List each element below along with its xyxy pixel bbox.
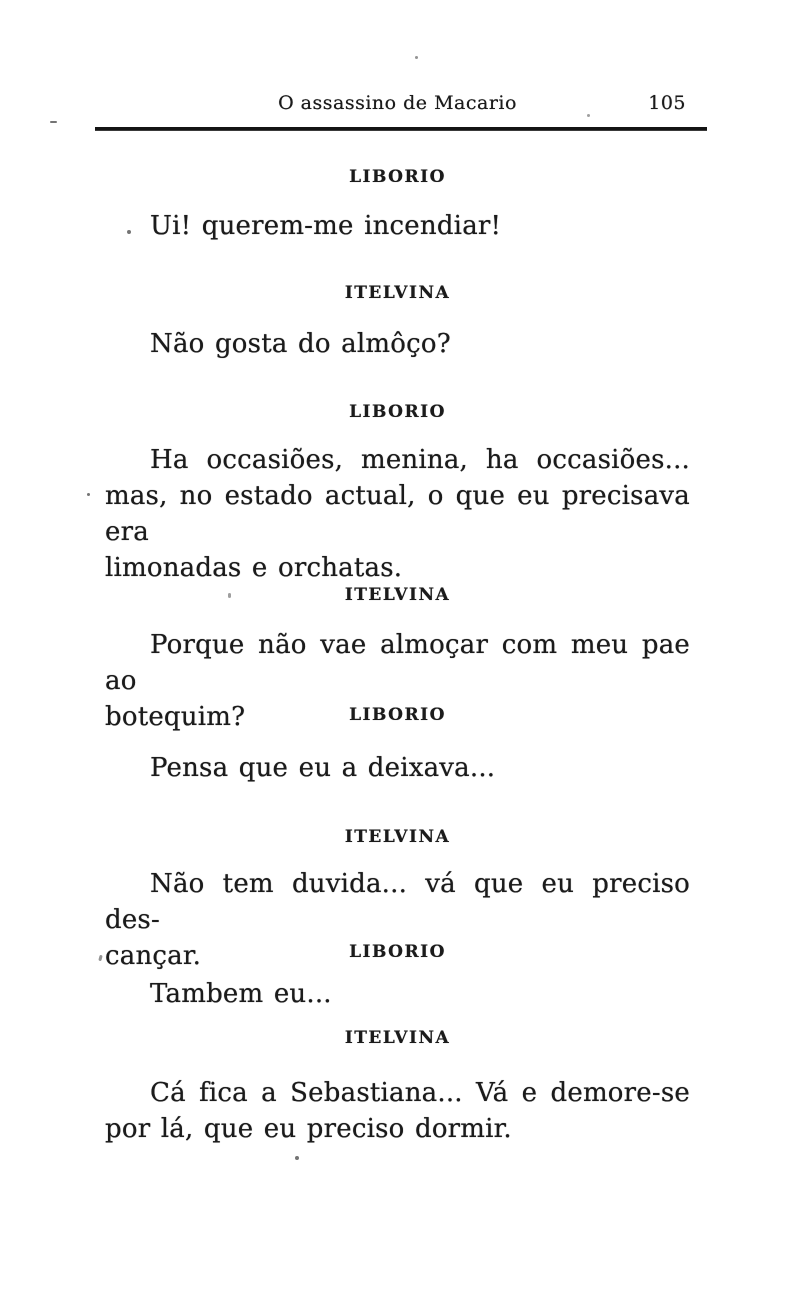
ink-speck [98, 955, 102, 962]
dialogue-line: Cá fica a Sebastiana... Vá e demore-se [150, 1078, 690, 1108]
dialogue-line: por lá, que eu preciso dormir. [105, 1114, 512, 1144]
dialogue-utterance [105, 208, 690, 244]
speaker-name: LIBORIO [349, 167, 446, 187]
dialogue-line: Tambem eu... [150, 979, 332, 1009]
ink-speck [415, 56, 418, 59]
ink-speck [295, 1156, 299, 1160]
ink-speck [50, 121, 57, 123]
dialogue-line: Porque não vae almoçar com meu pae ao [105, 630, 690, 696]
dialogue-line: Ha occasiões, menina, ha occasiões... [150, 445, 690, 475]
dialogue-utterance [105, 976, 690, 1012]
speaker-name: LIBORIO [349, 705, 446, 725]
speaker-name: LIBORIO [349, 402, 446, 422]
dialogue-line: limonadas e orchatas. [105, 553, 403, 583]
speaker-name: LIBORIO [349, 942, 446, 962]
dialogue-line: Não tem duvida... vá que eu preciso des- [105, 869, 690, 935]
dialogue-line: cançar. [105, 941, 202, 971]
dialogue-line: Ui! querem-me incendiar! [150, 211, 502, 241]
ink-speck [587, 114, 590, 117]
speaker-name: ITELVINA [344, 585, 451, 605]
ink-speck [127, 230, 131, 234]
running-header-title: O assassino de Macario [278, 92, 517, 114]
dialogue-utterance [105, 326, 690, 362]
page-number: 105 [648, 92, 686, 114]
dialogue-line: Não gosta do almôço? [150, 329, 451, 359]
speaker-name: ITELVINA [344, 283, 451, 303]
dialogue-utterance [105, 442, 690, 586]
dialogue-line: botequim? [105, 702, 246, 732]
dialogue-line: Pensa que eu a deixava... [150, 753, 496, 783]
running-header [105, 92, 690, 114]
speaker-name: ITELVINA [344, 827, 451, 847]
dialogue-utterance [105, 1075, 690, 1147]
ink-speck [87, 493, 90, 496]
dialogue-line: mas, no estado actual, o que eu precisava era [105, 481, 690, 547]
ink-speck [228, 593, 231, 598]
dialogue-utterance [105, 750, 690, 786]
speaker-name: ITELVINA [344, 1028, 451, 1048]
header-rule [95, 127, 707, 131]
